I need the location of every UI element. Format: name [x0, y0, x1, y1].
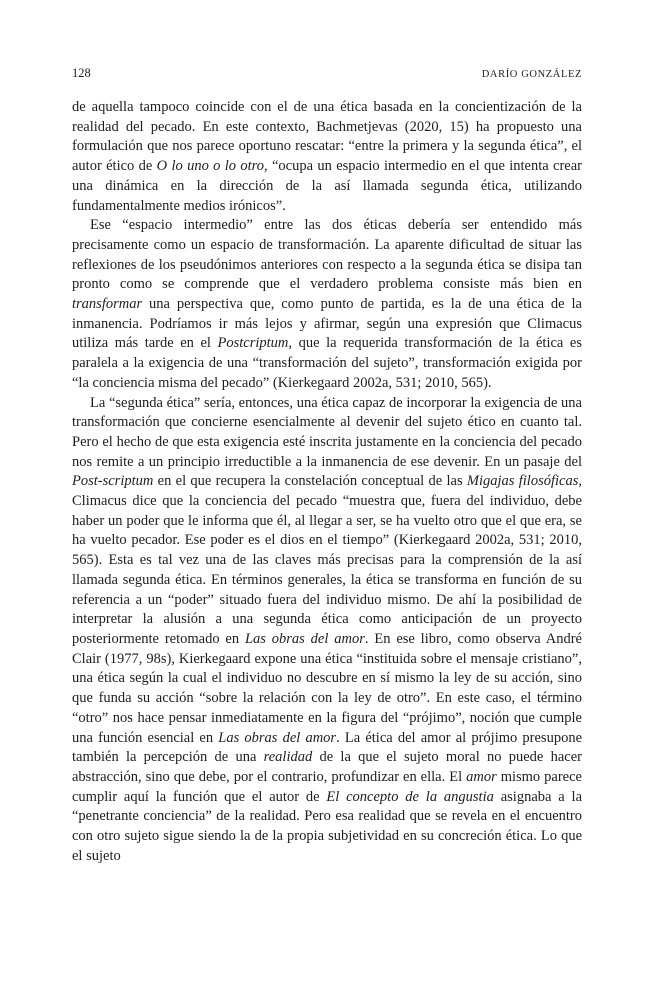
body-text	[72, 98, 582, 866]
text-run: mismo parece cumplir aquí la función que el autor de	[72, 768, 582, 805]
italic-title: El concepto de la angustia	[326, 788, 494, 805]
text-run: Ese “espacio intermedio” entre las dos éticas debería ser entendido más precisamente como un espacio de transformación. La aparente dificultad de situar las reflexiones de los pseudónimos anteriores con respecto a la segunda ética se disipa tan pronto como se comprende que el verdadero problema consiste más bien en	[72, 217, 582, 293]
italic-title: O lo uno o lo otro	[156, 158, 265, 175]
text-run: , “ocupa un espacio intermedio en el que intenta crear una dinámica en la dirección de la así llamada segunda ética, utilizando fundamentalmente medios irónicos”.	[72, 158, 583, 214]
text-run: . La ética del amor al prójimo presupone también la percepción de una	[72, 729, 583, 766]
book-page	[72, 66, 582, 866]
text-run: de aquella tampoco coincide con el de una ética basada en la concientización de la realidad del pecado. En este contexto, Bachmetjevas (2020, 15) ha propuesto una formulación que nos parece oportuno rescatar: “entre la primera y la segunda ética”, el autor ético de	[72, 99, 582, 175]
page-number: 128	[72, 66, 91, 80]
italic-title: Las obras del amor	[218, 729, 337, 746]
italic-title: Las obras del amor	[244, 630, 365, 647]
running-head	[72, 66, 582, 92]
text-run: de la que el sujeto moral no puede hacer abstracción, sino que debe, por el contrario, profundizar en ella. El	[72, 749, 582, 785]
italic-title: Postcriptum	[217, 335, 289, 352]
text-run: , Climacus dice que la conciencia del pecado “muestra que, fuera del individuo, debe haber un poder que le informa que él, al llegar a ser, se ha vuelto otro que el que era, se ha vuelto pecador. Ese poder es el dios en el tiempo” (Kierkegaard 2002a, 531; 2010, 565). Esta es tal vez una de las claves más precisas para la comprensión de la así llamada segunda ética. En términos generales, la ética se transforma en función de su referencia a un “poder” situado fuera del individuo mismo. De ahí la posibilidad de interpretar la alusión a una segunda ética como anticipación de un proyecto posteriormente retomado en	[72, 473, 582, 647]
italic-title: amor	[466, 768, 497, 785]
italic-title: realidad	[263, 749, 313, 766]
paragraph-2	[72, 216, 582, 393]
text-run: , que la requerida transformación de la ética es paralela a la exigencia de una “transformación del sujeto”, transformación exigida por “la conciencia misma del pecado” (Kierkegaard 2002a, 531; 2010, 565).	[72, 335, 582, 391]
paragraph-3	[72, 394, 582, 867]
paragraph-1	[72, 98, 582, 216]
italic-title: Post-scriptum	[72, 473, 154, 490]
text-run: una perspectiva que, como punto de partida, es la de una ética de la inmanencia. Podríamos ir más lejos y afirmar, según una expresión que Climacus utiliza más tarde en el	[72, 296, 582, 352]
italic-title: Migajas filosóficas	[466, 473, 579, 490]
running-head-author: DARÍO GONZÁLEZ	[481, 69, 582, 80]
text-run: asignaba a la “penetrante conciencia” de la realidad. Pero esa realidad que se revela en el encuentro con otro sujeto sigue siendo la de la propia subjetividad en su concreción ética. Lo que el sujeto	[72, 788, 583, 864]
text-run: La “segunda ética” sería, entonces, una ética capaz de incorporar la exigencia de una transformación que concierne esencialmente al devenir del sujeto ético en cuanto tal. Pero el hecho de que esta exigencia esté inscrita justamente en la conciencia del pecado nos remite a un principio irreductible a la inmanencia de ese devenir. En un pasaje del	[72, 394, 582, 470]
text-run: . En ese libro, como observa André Clair (1977, 98s), Kierkegaard expone una ética “instituida sobre el mensaje cristiano”, una ética según la cual el individuo no descubre en sí mismo la ley de su acción, sino que funda su acción “sobre la relación con la ley de otro”. En este caso, el término “otro” nos hace pensar inmediatamente en la figura del “prójimo”, noción que cumple una función esencial en	[72, 630, 582, 746]
italic-title: transformar	[72, 296, 143, 313]
text-run: en el que recupera la constelación conceptual de las	[153, 473, 467, 490]
